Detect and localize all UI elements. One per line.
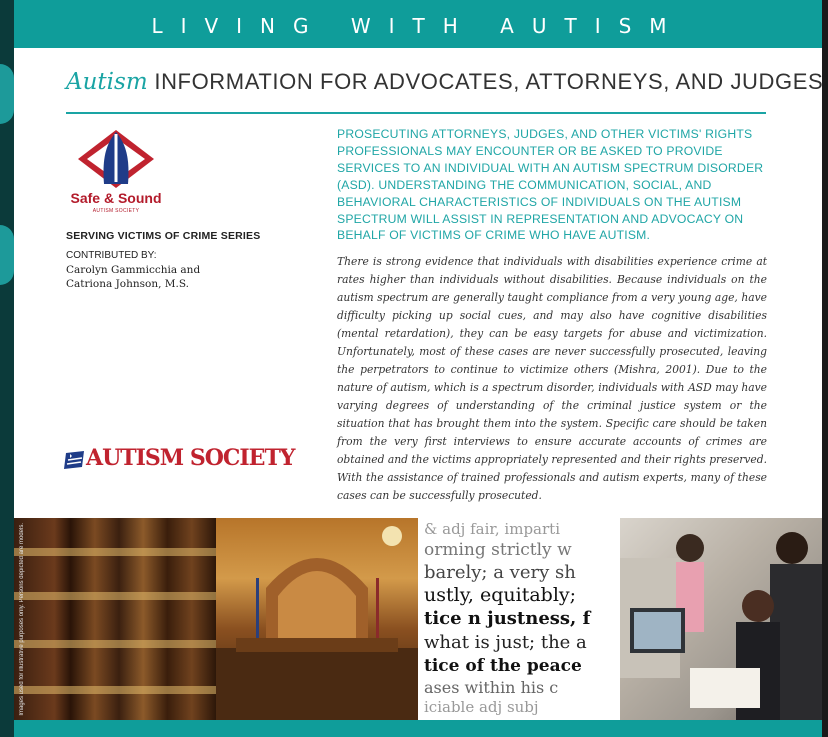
photo-caption: Images used for illustrative purposes only. Persons depicted are models. bbox=[19, 523, 25, 716]
book-spine-band bbox=[14, 686, 216, 694]
puzzle-flag-icon bbox=[64, 451, 86, 469]
series-label: SERVING VICTIMS OF CRIME SERIES bbox=[66, 230, 261, 242]
book-spine-band bbox=[14, 640, 216, 648]
header-banner bbox=[14, 0, 822, 48]
law-books-photo bbox=[14, 518, 216, 720]
autism-society-wordmark: AUTISM SOCIETY bbox=[86, 445, 295, 471]
courtroom-photo bbox=[216, 518, 418, 720]
frame-decoration bbox=[0, 64, 14, 124]
photo-strip bbox=[14, 518, 822, 720]
footer-bar bbox=[14, 720, 822, 737]
safe-and-sound-emblem-icon bbox=[66, 128, 166, 190]
office-photo bbox=[620, 518, 822, 720]
logo-subtitle: AUTISM SOCIETY bbox=[92, 208, 140, 214]
book-spine-band bbox=[14, 592, 216, 600]
dictionary-line: ustly, equitably; bbox=[424, 584, 577, 606]
dictionary-photo bbox=[418, 518, 620, 720]
left-frame bbox=[0, 0, 14, 737]
title-accent: Autism bbox=[66, 69, 148, 95]
contributor-name: Catriona Johnson, M.S. bbox=[66, 278, 190, 290]
courtroom-illustration bbox=[216, 518, 418, 720]
title-rule bbox=[66, 112, 766, 114]
dictionary-line: tice of the peace bbox=[424, 656, 582, 676]
dictionary-line: & adj fair, imparti bbox=[424, 520, 560, 538]
dictionary-line: ases within his c bbox=[424, 678, 559, 697]
lead-paragraph: PROSECUTING ATTORNEYS, JUDGES, AND OTHER VICTIMS' RIGHTS PROFESSIONALS MAY ENCOUNTER OR BE ASKED TO PROVIDE SERVICES TO AN INDIVIDUAL WITH AN AUTISM SPECTRUM DISORDER (ASD). UNDERSTANDING THE COMMUNICATION, SOCIAL, AND BEHAVIORAL CHARACTERISTICS OF INDIVIDUALS ON THE AUTISM SPECTRUM WILL ASSIST IN REPRESENTATION AND ADVOCACY ON BEHALF OF VICTIMS OF CRIME WHO HAVE AUTISM. bbox=[337, 127, 764, 243]
autism-society-logo bbox=[64, 446, 304, 476]
banner-title: LIVING WITH AUTISM bbox=[151, 14, 685, 38]
dictionary-line: iciable adj subj bbox=[424, 698, 539, 716]
dictionary-line: orming strictly w bbox=[424, 540, 572, 560]
document-page bbox=[14, 48, 822, 518]
dictionary-line: what is just; the a bbox=[424, 632, 587, 653]
safe-and-sound-logo bbox=[66, 128, 166, 220]
page-title bbox=[66, 69, 823, 95]
dictionary-line: barely; a very sh bbox=[424, 562, 576, 583]
contributor-name: Carolyn Gammicchia and bbox=[66, 264, 201, 276]
right-frame bbox=[822, 0, 828, 737]
book-spine-band bbox=[14, 548, 216, 556]
office-illustration bbox=[620, 518, 822, 720]
frame-decoration bbox=[0, 225, 14, 285]
title-text: INFORMATION FOR ADVOCATES, ATTORNEYS, AND JUDGES bbox=[154, 69, 824, 94]
body-paragraph: There is strong evidence that individuals with disabilities experience crime at rates higher than individuals without disabilities. Because individuals on the autism spectrum are generally taught compliance from a very young age, have difficulty picking up social cues, and may also have cognitive disabilities (mental retardation), they can be easy targets for abuse and victimization. Unfortunately, most of these cases are never successfully prosecuted, leaving the perpetrators to continue to victimize others (Mishra, 2001). Due to the nature of autism, which is a spectrum disorder, individuals with ASD may have varying degrees of understanding of the criminal justice system or the situation that has brought them into the system. Specific care should be taken from the very first interviews to ensure accurate accounts of crimes are obtained and the victims appropriately represented and their rights preserved. With the assistance of trained professionals and autism experts, many of these cases can be successfully prosecuted. bbox=[337, 255, 767, 502]
contributed-label: CONTRIBUTED BY: bbox=[66, 250, 157, 261]
dictionary-line: tice n justness, f bbox=[424, 608, 591, 629]
logo-name: Safe & Sound bbox=[70, 190, 162, 206]
